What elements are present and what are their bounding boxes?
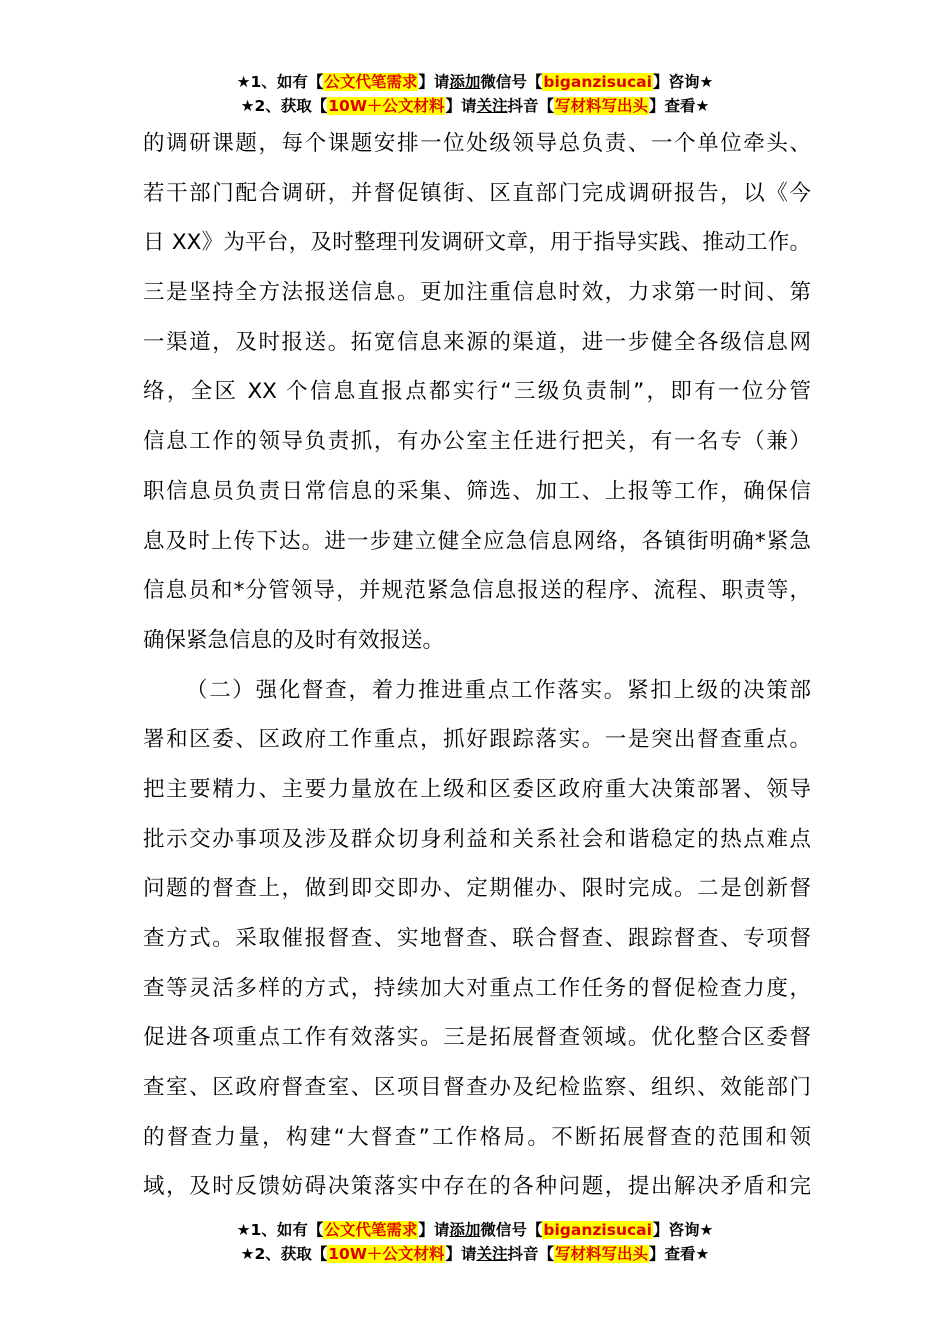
- banner-underlined: 关注: [476, 97, 508, 115]
- banner-line-1: [0, 70, 950, 94]
- banner-line-2: [0, 94, 950, 118]
- banner-highlight: 写材料写出头: [554, 1245, 648, 1263]
- body-line: 查方式。采取催报督查、实地督查、联合督查、跟踪督查、专项督: [143, 926, 811, 951]
- body-line: 息及时上传下达。进一步建立健全应急信息网络，各镇街明确*紧急: [143, 528, 811, 554]
- header-banner: [0, 70, 950, 118]
- document-body: [143, 126, 811, 1219]
- banner-underlined: 添加: [449, 73, 481, 91]
- banner-text: ★2、获取【: [240, 97, 328, 115]
- banner-text: 】咨询★: [652, 1221, 714, 1239]
- paragraph-heading-line: （二）强化督查，着力推进重点工作落实。紧扣上级的决策部: [186, 677, 811, 703]
- body-line: 把主要精力、主要力量放在上级和区委区政府重大决策部署、领导: [143, 776, 811, 802]
- banner-text: 】请: [445, 1245, 477, 1263]
- banner-text: 】请: [445, 97, 477, 115]
- banner-text: ★2、获取【: [240, 1245, 328, 1263]
- footer-banner: [0, 1218, 950, 1266]
- banner-text: ★1、如有【: [236, 73, 324, 91]
- body-line: 日 XX》为平台，及时整理刊发调研文章，用于指导实践、推动工作。: [143, 230, 811, 256]
- body-line: 若干部门配合调研，并督促镇街、区直部门完成调研报告，以《今: [143, 180, 811, 206]
- banner-line-1: [0, 1218, 950, 1242]
- banner-highlight: 公文代笔需求: [324, 73, 418, 91]
- banner-text: 抖音【: [507, 1245, 554, 1263]
- banner-text: ★1、如有【: [236, 1221, 324, 1239]
- banner-highlight: 10W＋公文材料: [328, 1245, 445, 1263]
- body-line: 查室、区政府督查室、区项目督查办及纪检监察、组织、效能部门: [143, 1075, 811, 1101]
- body-line: 信息员和*分管领导，并规范紧急信息报送的程序、流程、职责等，: [143, 578, 811, 604]
- banner-highlight: 10W＋公文材料: [328, 97, 445, 115]
- body-line: 的调研课题，每个课题安排一位处级领导总负责、一个单位牵头、: [143, 131, 811, 156]
- banner-underlined: 添加: [449, 1221, 481, 1239]
- banner-text: 】咨询★: [652, 73, 714, 91]
- body-line: 职信息员负责日常信息的采集、筛选、加工、上报等工作，确保信: [143, 478, 811, 504]
- banner-line-2: [0, 1242, 950, 1266]
- banner-underlined: 关注: [476, 1245, 508, 1263]
- body-line: 批示交办事项及涉及群众切身利益和关系社会和谐稳定的热点难点: [143, 826, 811, 852]
- body-line: 一渠道，及时报送。拓宽信息来源的渠道，进一步健全各级信息网: [143, 329, 811, 355]
- body-line: 确保紧急信息的及时有效报送。: [143, 627, 445, 653]
- body-line: 的督查力量，构建“大督查”工作格局。不断拓展督查的范围和领: [143, 1124, 811, 1150]
- banner-highlight: 写材料写出头: [554, 97, 648, 115]
- body-line: 促进各项重点工作有效落实。三是拓展督查领域。优化整合区委督: [143, 1025, 811, 1051]
- banner-text: 】请: [418, 73, 450, 91]
- banner-text: 】查看★: [649, 97, 710, 115]
- banner-text: 微信号【: [480, 1221, 543, 1239]
- body-line: 署和区委、区政府工作重点，抓好跟踪落实。一是突出督查重点。: [143, 727, 811, 753]
- banner-highlight: 公文代笔需求: [324, 1221, 418, 1239]
- banner-text: 】请: [418, 1221, 450, 1239]
- banner-text: 微信号【: [480, 73, 543, 91]
- body-line: 查等灵活多样的方式，持续加大对重点工作任务的督促检查力度，: [143, 975, 811, 1001]
- body-line: 域，及时反馈妨碍决策落实中存在的各种问题，提出解决矛盾和完: [143, 1174, 811, 1200]
- banner-text: 】查看★: [649, 1245, 710, 1263]
- body-line: 问题的督查上，做到即交即办、定期催办、限时完成。二是创新督: [143, 876, 811, 902]
- banner-highlight: biganzisucai: [543, 73, 652, 91]
- body-line: 信息工作的领导负责抓，有办公室主任进行把关，有一名专（兼）: [143, 429, 811, 455]
- banner-text: 抖音【: [507, 97, 554, 115]
- body-line: 三是坚持全方法报送信息。更加注重信息时效，力求第一时间、第: [143, 280, 811, 306]
- banner-highlight: biganzisucai: [543, 1221, 652, 1239]
- body-line: 络，全区 XX 个信息直报点都实行“三级负责制”，即有一位分管: [143, 379, 811, 405]
